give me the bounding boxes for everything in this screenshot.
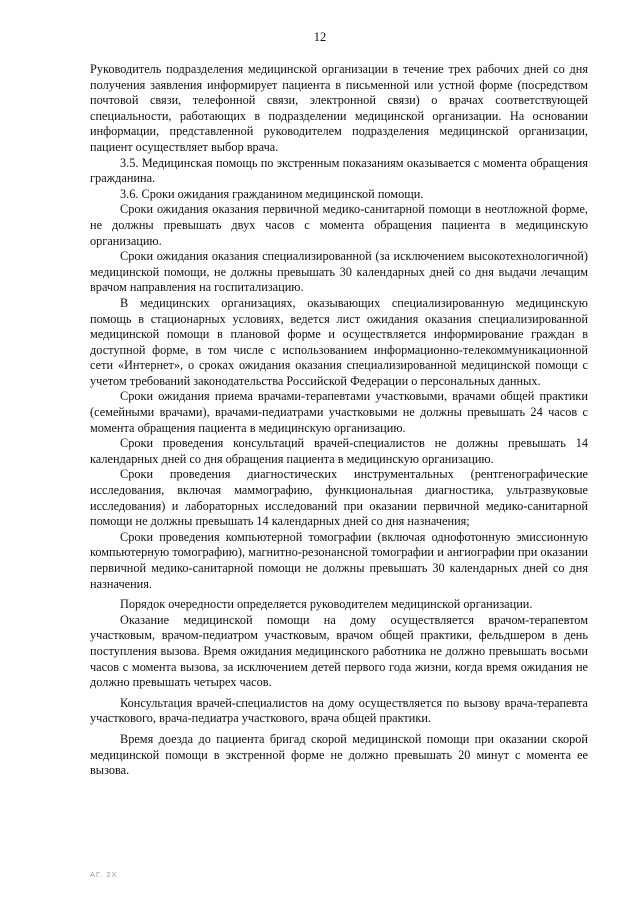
paragraph-specialist-consultation-wait: Сроки проведения консультаций врачей-специалистов не должны превышать 14 календарных дней со дня обращения пациента в медицинскую организацию. xyxy=(90,436,588,466)
page-number: 12 xyxy=(313,30,327,44)
document-body xyxy=(90,62,588,779)
paragraph-urgent-primary-care: Сроки ожидания оказания первичной медико-санитарной помощи в неотложной форме, не должны превышать двух часов с момента обращения пациента в медицинскую организацию. xyxy=(90,202,588,248)
paragraph-ct-mri-wait: Сроки проведения компьютерной томографии (включая однофотонную эмиссионную компьютерную томографию), магнитно-резонансной томографии и ангиографии при оказании первичной медико-санитарной помощи не должны превышать 30 календарных дней со дня назначения. xyxy=(90,529,588,591)
paragraph-home-consultation: Консультация врачей-специалистов на дому осуществляется по вызову врача-терапевта участкового, врача-педиатра участкового, врача общей практики. xyxy=(90,695,588,726)
paragraph-specialized-care-wait: Сроки ожидания оказания специализированной (за исключением высокотехнологичной) медицинской помощи, не должны превышать 30 календарных дней со дня выдачи лечащим врачом направления на госпитализацию. xyxy=(90,249,588,295)
paragraph-doctor-choice-info: Руководитель подразделения медицинской организации в течение трех рабочих дней со дня получения заявления информирует пациента в письменной или устной форме (посредством почтовой связи, телефонной связи, электронной связи) о врачах соответствующей специальности, работающих в подразделении медицинской организации. На основании информации, представленной руководителем подразделения медицинской организации, пациент осуществляет выбор врача. xyxy=(90,62,588,154)
paragraph-ambulance-arrival: Время доезда до пациента бригад скорой медицинской помощи при оказании скорой медицинской помощи в экстренной форме не должно превышать 20 минут с момента ее вызова. xyxy=(90,731,588,778)
paragraph-queue-order: Порядок очередности определяется руководителем медицинской организации. xyxy=(120,597,533,612)
paragraph-waiting-list: В медицинских организациях, оказывающих специализированную медицинскую помощь в стационарных условиях, ведется лист ожидания оказания специализированной медицинской помощи в плановой форме и осуществляется информирование граждан в доступной форме, в том числе с использованием информационно-телекоммуникационной сети «Интернет», о сроках ожидания оказания специализированной медицинской помощи с учетом требований законодательства Российской Федерации о персональных данных. xyxy=(90,295,588,388)
paragraph-home-care: Оказание медицинской помощи на дому осуществляется врачом-терапевтом участковым, врачом-педиатром участковым, врачом общей практики, фельдшером в день поступления вызова. Время ожидания медицинского работника не должно превышать восьми часов с момента вызова, за исключением детей первого года жизни, когда время ожидания не должно превышать четырех часов. xyxy=(90,612,588,690)
paragraph-therapist-appointment-wait: Сроки ожидания приема врачами-терапевтами участковыми, врачами общей практики (семейными врачами), врачами-педиатрами участковыми не должны превышать 24 часов с момента обращения пациента в медицинскую организацию. xyxy=(90,389,588,435)
footer-mark: АГ. 2Х xyxy=(90,870,118,879)
section-heading-waiting-times: 3.6. Сроки ожидания гражданином медицинской помощи. xyxy=(120,186,424,201)
paragraph-emergency-care: 3.5. Медицинская помощь по экстренным показаниям оказывается с момента обращения гражданина. xyxy=(90,155,588,186)
paragraph-diagnostic-tests-wait: Сроки проведения диагностических инструментальных (рентгенографические исследования, включая маммографию, функциональная диагностика, ультразвуковые исследования) и лабораторных исследований при оказании первичной медико-санитарной помощи не должны превышать 14 календарных дней со дня назначения; xyxy=(90,467,588,529)
